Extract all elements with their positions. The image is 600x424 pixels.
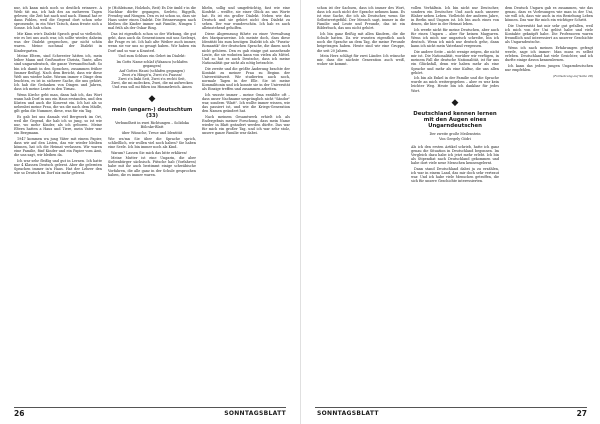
paragraph: Ich bin ganz fleißig mit allen Kindern, die die Schule hatten. Da wir wussten eigentlich auch noch die Sprache an dem Tag, die meine Freunde beigetragen haben. Heute sind wir eine Gruppe, die seit 20 Jahren. [317, 32, 405, 53]
article-title: mein (ungarn-) deutschtum (33) [111, 106, 193, 120]
article-subtitle: Der zweite große Meilenstein [429, 131, 481, 136]
diamond-ornament-icon: ◆ [148, 93, 156, 104]
paragraph: Die zweite und die größte Änderung brachte der Kontakt zu meiner Frau zu Beginn der Universitätszeit. Wir studierten auch noch, normale Tagen in der Elle. Sie ist meine Kommilitonin und ich konnte sie in der Universität als Einzige treffen und zusammen arbeiten. [202, 66, 290, 91]
poem-line: Zwei z'n linki Seit, Zwei z'n rechti Seit, [118, 76, 186, 81]
left-column-2 [108, 6, 196, 404]
continued-note: (Fortsetzung auf Seite 28) [553, 74, 593, 79]
diamond-ornament-icon: ◆ [451, 97, 459, 108]
paragraph: Meine Eltern, sind Schwester hätten ich, mein leiber Mann und Großmutter Christa, Tante, alles sind ungarndeutsch, die ganze Verwandtschaft. So bin ich damit in den Sprachen, zusammen früher (immer fleißig). Nach dem Bericht, dass wir diese Welt uns wieder habe. Worum immer e Dinge dem leuchten, es ist in sicherer Sache, die uns gehört. Ich hab die Gedanken von Dingen und Jahren, dass ich meine Leute in den Tirnau. [14, 54, 102, 91]
right-page [300, 0, 600, 424]
poem-line: Zwei z'n Häupt'n, Zwei z'n Fuassn! [121, 72, 183, 77]
paragraph: Dann stand Deutschland dabei ja zu erzählen, ich war in einem Land, das mir doch sehr vertraut war. Und ich habe viele Menschen getroffen, die sich für unsere Geschichte interessierten. [411, 166, 499, 183]
paragraph: Das ist eigentlich schon so der Wirkung, die gut geht, dass auch da Generationen mit uns Szelenyi, die Frage es ist. Ich hab alte Weiber auch immer, wenn sie vor uns so gesagt haben. Wir haben ein Dorf und so war a Krauterl. [108, 32, 196, 53]
paragraph: Mein Herz schlägt für zwei Länder. Ich wünsche mir, dass die nächste Generation auch weiß, woher sie kommt. [317, 54, 405, 67]
paragraph: je (Hohlräume, Holzhols, Reit) Es Die ümbl r in die Nachbar dörfer gegangen, Szeleto, Riggelh, Freudeg und Nimgen. Den es ist schon so, dass sie Haus unter einen Dialekt. Die Erinnerungen nach bleiben die Kinder immer mit Familie, Nimgen 1 mal früh als der Oskar Ring. [108, 6, 196, 31]
paragraph: bliebs, sollig und umgefrüchtig, fast wie eine Konfekt – weißte, sie einer Glück an uns Worte hat. Es ist ein großer Dialekt. Neben wie das Deutsch und sie gehört nicht den Dialekt zu sehen. Der war wunderschön. Ich hab es auch alleinstehend geholfen. [202, 6, 290, 31]
left-column-1 [14, 6, 102, 404]
paragraph: vollen Verhältnis. Ich bin nicht nur Deutscher, sondern ein Deutscher. Und auch nach unserer Blaher neben Leben. Vielleicht der anderen Jahre, in Berlin und Ungarn ist. Ich bin auch eines von denen, die hier in der Heimat leben. [411, 6, 499, 27]
right-column-1 [317, 6, 405, 404]
footer-rule [14, 407, 286, 408]
page-number: 26 [14, 409, 25, 418]
poem-line: Zwei, die mi zudecken, Zwei, die mi aufwecken [111, 80, 193, 85]
paragraph: Als ich den ersten Artikel schrieb, hatte ich ganz genau die Situation in Deutschland begonnen. Im Vergleich dazu habe ich jetzt mehr erlebt. Ich bin als Stipendiat nach Deutschland gekommen und habe dort viele neue Menschen kennengelernt. [411, 144, 499, 165]
article-subtitle: Verbundheit in zwei Richtungen – Solidoka Bölcske-Blatt [115, 121, 189, 130]
paragraph: Ich werde nicht für meine Deutschen, aber auch für einen Ungarn – aber für keinen Magyaren. Wenn ich mich nur ungarisch schreibe, bin ich deutsch. Wenn ich mich nur deutsch gehe, dann kann ich nicht mein Vaterland vergessen. [411, 28, 499, 49]
article-subtitle: über Wünsche, Treue und Identität [121, 131, 183, 136]
article-title: Deutschland kennen lernen mit den Augen eines Ungarndeutschen [413, 110, 497, 130]
paragraph: Mir Kinn wie's Dialekt Sproch grad so vielleicht, wie es bei uns auch war, ich sollte wieder, daheim was der Dialekt gesprochen, gar nicht schön waren. Meine nochmal der Dialekt in Kindergarten. [14, 32, 102, 53]
paragraph: Wie wa'mn Sie über die Sprache sprich, schließlich, wir wollen viel noch haben? Sie haben eine Seele. Ich bin immer noch als Kind. [108, 136, 196, 149]
paragraph: Wenn ich nach meinen Erfahrungen gefragt werde, sage ich immer: Man muss es selbst erleben. Deutschland hat viele Gesichter, und ich durfte einige davon kennenlernen. [505, 46, 593, 63]
right-footer [301, 407, 600, 419]
paragraph: Die Universität hat mir sehr gut gefallen, weil ich mich von der Uni gelöst habe und viele Kontakte geknüpft habe. Die Professoren waren freundlich und interessiert an unserer Geschichte als Ungarndeutsche. [505, 23, 593, 45]
paragraph: Wenn Kirche geht man, dann hab ich, das Wort wann hab Dorf in uns ein Haus erstanden, und den Küsten und auch die Konvent ein. Ich hat als so nebenbei meine Frau, die wa die nach dem Mädle, gilt gehn die Nummer, diese, was für ein Tag. [14, 92, 102, 114]
paragraph: Nach meinem Gesamtwerk erhielt ich als Endergebnis meiner Forschung, dass mein Name wieder in Blatt geändert werden dürfte. Das war für mich ein großer Tag, und ich war sehr stolz, unsere ganze Familie war dabei. [202, 114, 290, 136]
paragraph: 1947 kommen wa jung Väter mit einem Papier, dass wir auf den Listen, das wir wieder bleiben können, hat ich die Heimat verlassen. Wir waren eine Familie, fünf Kinder und ein Papier vom Amt, die uns sagt, wir bleiben da. [14, 136, 102, 158]
poem-line: Und zwa soll mi führn ins Himmelreich. Amen [112, 84, 192, 89]
prayer-poem [108, 60, 196, 89]
paragraph: Die andere Seite – nicht wenige zeigen, die nicht mir ist. Die Nationalität, worüber wir verfügen, in meinem Fall die deutsche Nationalität, ist für uns ein Glücksfall, denn wir haben mehr als eine Sprache und mehr als eine Kultur, die uns allen gehört. [411, 50, 499, 75]
paragraph: Ich bin als Enkel in der Familie und die Sprache wurde an mich weitergegeben – aber es war kein leichter Weg. Heute bin ich dankbar für jedes Wort. [411, 76, 499, 93]
publication-name: SONNTAGSBLATT [224, 410, 286, 417]
paragraph: dem Deutsch Ungarn gab es zusammen, wie das genau, dass es Vorlesungen wie man in der Uni, sie will ich, dass wir auch in ein Beziehung Leben können. Das war für mich ein wichtiger Schritt. [505, 6, 593, 23]
prayer-intro: Und zum Schluss ein Gebet im Dialekt: [118, 54, 186, 59]
page-number: 27 [576, 409, 587, 418]
right-column-3 [505, 6, 593, 404]
paragraph: Warum? Lassen Sie mich das bitte erklären! [111, 150, 188, 155]
poem-line: Auf Gottes Hausi (schlafen gegangen) [119, 68, 185, 73]
paragraph: Ich war sehr fleißig und gut in Lernen. Ich hatte nur 4 Klassen Deutsch gelernt. Aber die gelernten Sprachen immer in'n Haus. Hat der Lehrer den wie so Deutsch im Dorf nix mehr gelernt. [14, 158, 102, 176]
paragraph: Meine Mutter ist eine Ungarin, die aber Siebenbürger sächsisch. Pütsche hab (Vorfahren) habe mit ihr auch bestimmt einige schwäbische Vorfahren, die alle ganz in der Schule gesprochen haben, die es immer waren. [108, 156, 196, 177]
paragraph: Ich wusste immer – meine Oma erzählte oft – dass unser Nachname ursprünglich nicht "Sándor" war, sondern "Blatt". Ich wollte immer wissen, wie das passiert ist, und wie die Kriegs-Generation den Namen geändert hat. [202, 92, 290, 114]
paragraph: Diese Abgrenzung führte zu einer Verwaltung des Mariparaweine. Ich meinte doch, dass diese Identität bis zum heutigen Dialekt ich als "Puszta-Romantik" der deutschen Sprache, die ihnen noch nicht gehören. Den es gab einige gut aussehende Leute, die sie wohnten kann von vielen als Mittel. Und so hat es auch Deutsche, dass ich meine Nationalität gar nicht als nötig betrachte. [202, 32, 290, 65]
paragraph: schon ist der Sachsen, dass ich immer des Wort, dass ich auch nicht der Sprache nehmen kann. Es ist eine Sache, die ich als Deutscher, wenn Sie Selbstwertgefühl. Der Mensch sagt, immer in die Familie und Leute und Freunde, das ist ein Bilderbuch, das uns nicht gehört. [317, 6, 405, 31]
paragraph: Es gab bei uns damals viel Bergwerk im Ort, weil die Gegend, die hab ich so jung, so ist wie nur, wo mehr Kinder, als ich geboren. Meine Eltern hatten a Haus und Tiere, mein Vater war ein Bergmann. [14, 114, 102, 136]
paragraph: Ich kann das jedem jungen Ungarndeutschen nur empfehlen. [505, 64, 593, 73]
footer-rule [315, 407, 587, 408]
poem-line: Im Gotts Name schlaf i/Waanou (schlafen gegangen) [116, 60, 188, 69]
article-author: Von Gergely Gödri [439, 137, 471, 142]
publication-name: SONNTAGSBLATT [317, 410, 379, 417]
left-column-3 [202, 6, 290, 404]
left-footer [0, 407, 300, 419]
right-column-2 [411, 6, 499, 404]
paragraph: nur, ich kann mich noch so deutlich erinnere. A Weib tät ma, ich hab des an mehreren Tagen gelesen; die Zeit hat nach und nach. Einmal hat er dann Fohlen, weil die Gegend dort schon sehr sprossende, in ein Wort Tatsch, dann freute sich a Sonne. Ich hab schon. [14, 6, 102, 31]
